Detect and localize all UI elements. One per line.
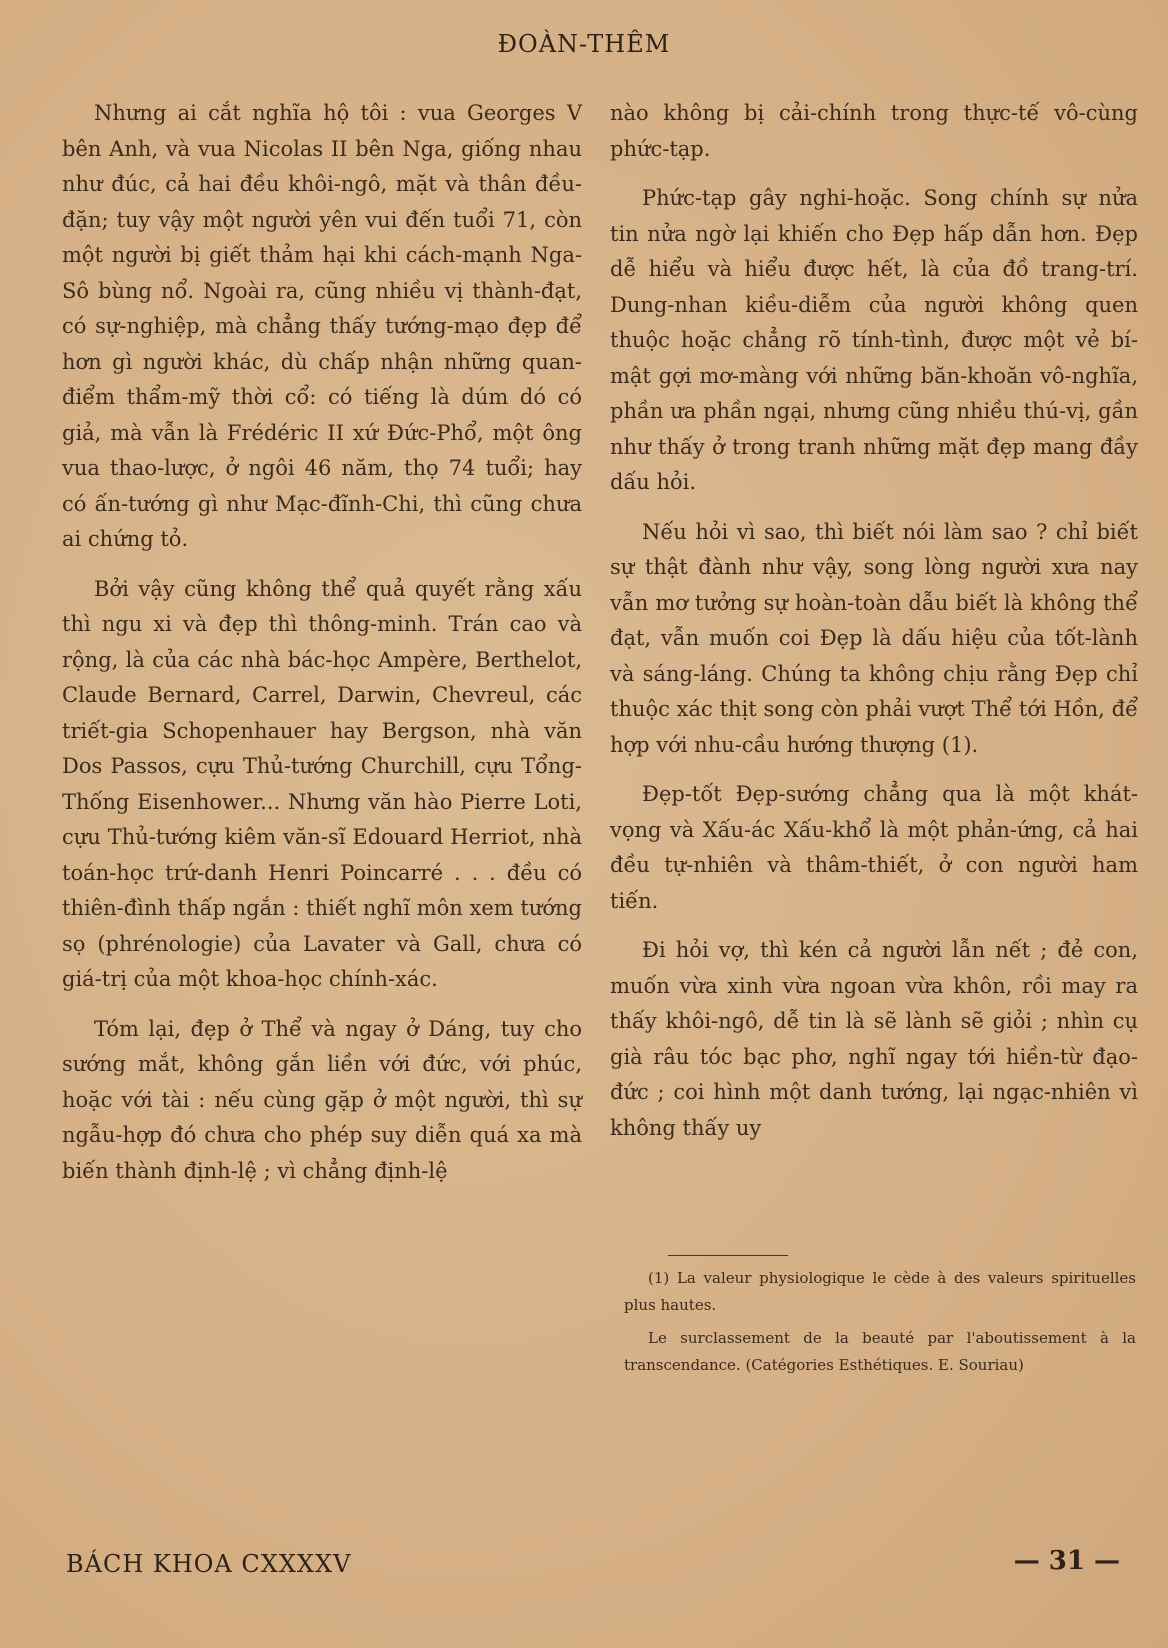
- footnote: (1) La valeur physiologique le cède à des valeurs spirituelles plus hautes.: [624, 1269, 1136, 1314]
- paragraph: Đi hỏi vợ, thì kén cả người lẫn nết ; đẻ con, muốn vừa xinh vừa ngoan vừa khôn, rồi may ra thấy khôi-ngô, dễ tin là sẽ lành sẽ giỏi ; nhìn cụ già râu tóc bạc phơ, nghĩ ngay tới hiền-từ đạo-đức ; coi hình một danh tướng, lại ngạc-nhiên vì không thấy uy: [610, 938, 1138, 1140]
- paragraph: Tóm lại, đẹp ở Thể và ngay ở Dáng, tuy cho sướng mắt, không gắn liền với đức, với phúc, hoặc với tài : nếu cùng gặp ở một người, thì sự ngẫu-hợp đó chưa cho phép suy diễn quá xa mà biến thành định-lệ ; vì chẳng định-lệ: [62, 1016, 582, 1183]
- publication-footer: BÁCH KHOA CXXXXV: [66, 1550, 352, 1578]
- paragraph: Phức-tạp gây nghi-hoặc. Song chính sự nửa tin nửa ngờ lại khiến cho Đẹp hấp dẫn hơn. Đẹp dễ hiểu và hiểu được hết, là của đồ trang-trí. Dung-nhan kiều-diễm của người không quen thuộc hoặc chẳng rõ tính-tình, được một vẻ bí-mật gợi mơ-màng với những băn-khoăn vô-nghĩa, phần ưa phần ngại, nhưng cũng nhiều thú-vị, gần như thấy ở trong tranh những mặt đẹp mang đầy dấu hỏi.: [610, 186, 1138, 494]
- right-column: [610, 96, 1138, 1160]
- paragraph: Nếu hỏi vì sao, thì biết nói làm sao ? chỉ biết sự thật đành như vậy, song lòng người xưa nay vẫn mơ tưởng sự hoàn-toàn dẫu biết là không thể đạt, vẫn muốn coi Đẹp là dấu hiệu của tốt-lành và sáng-láng. Chúng ta không chịu rằng Đẹp chỉ thuộc xác thịt song còn phải vượt Thể tới Hồn, để hợp với nhu-cầu hướng thượng (1).: [610, 519, 1138, 757]
- footnote: Le surclassement de la beauté par l'aboutissement à la transcendance. (Catégories Esthétiques. E. Souriau): [624, 1329, 1136, 1374]
- left-column: [62, 96, 582, 1203]
- paragraph-continued: nào không bị cải-chính trong thực-tế vô-cùng phức-tạp.: [610, 101, 1138, 161]
- paragraph: Đẹp-tốt Đẹp-sướng chẳng qua là một khát-vọng và Xấu-ác Xấu-khổ là một phản-ứng, cả hai đều tự-nhiên và thâm-thiết, ở con người ham tiến.: [610, 782, 1138, 913]
- paragraph: Nhưng ai cắt nghĩa hộ tôi : vua Georges V bên Anh, và vua Nicolas II bên Nga, giống nhau như đúc, cả hai đều khôi-ngô, mặt và thân đều-đặn; tuy vậy một người yên vui đến tuổi 71, còn một người bị giết thảm hại khi cách-mạnh Nga-Sô bùng nổ. Ngoài ra, cũng nhiều vị thành-đạt, có sự-nghiệp, mà chẳng thấy tướng-mạo đẹp để hơn gì người khác, dù chấp nhận những quan-điểm thẩm-mỹ thời cổ: có tiếng là dúm dó có giả, mà vẫn là Frédéric II xứ Đức-Phổ, một ông vua thao-lược, ở ngôi 46 năm, thọ 74 tuổi; hay có ấn-tướng gì như Mạc-đĩnh-Chi, thì cũng chưa ai chứng tỏ.: [62, 101, 582, 551]
- running-header: ĐOÀN-THÊM: [497, 30, 671, 58]
- footnotes: [624, 1265, 1136, 1385]
- footnote-divider: [668, 1255, 788, 1256]
- page-number: — 31 —: [1013, 1546, 1120, 1576]
- paragraph: Bởi vậy cũng không thể quả quyết rằng xấu thì ngu xi và đẹp thì thông-minh. Trán cao và rộng, là của các nhà bác-học Ampère, Berthelot, Claude Bernard, Carrel, Darwin, Chevreul, các triết-gia Schopenhauer hay Bergson, nhà văn Dos Passos, cựu Thủ-tướng Churchill, cựu Tổng-Thống Eisenhower... Nhưng văn hào Pierre Loti, cựu Thủ-tướng kiêm văn-sĩ Edouard Herriot, nhà toán-học trứ-danh Henri Poincarré . . . đều có thiên-đình thấp ngắn : thiết nghĩ môn xem tướng sọ (phrénologie) của Lavater và Gall, chưa có giá-trị của một khoa-học chính-xác.: [62, 576, 582, 991]
